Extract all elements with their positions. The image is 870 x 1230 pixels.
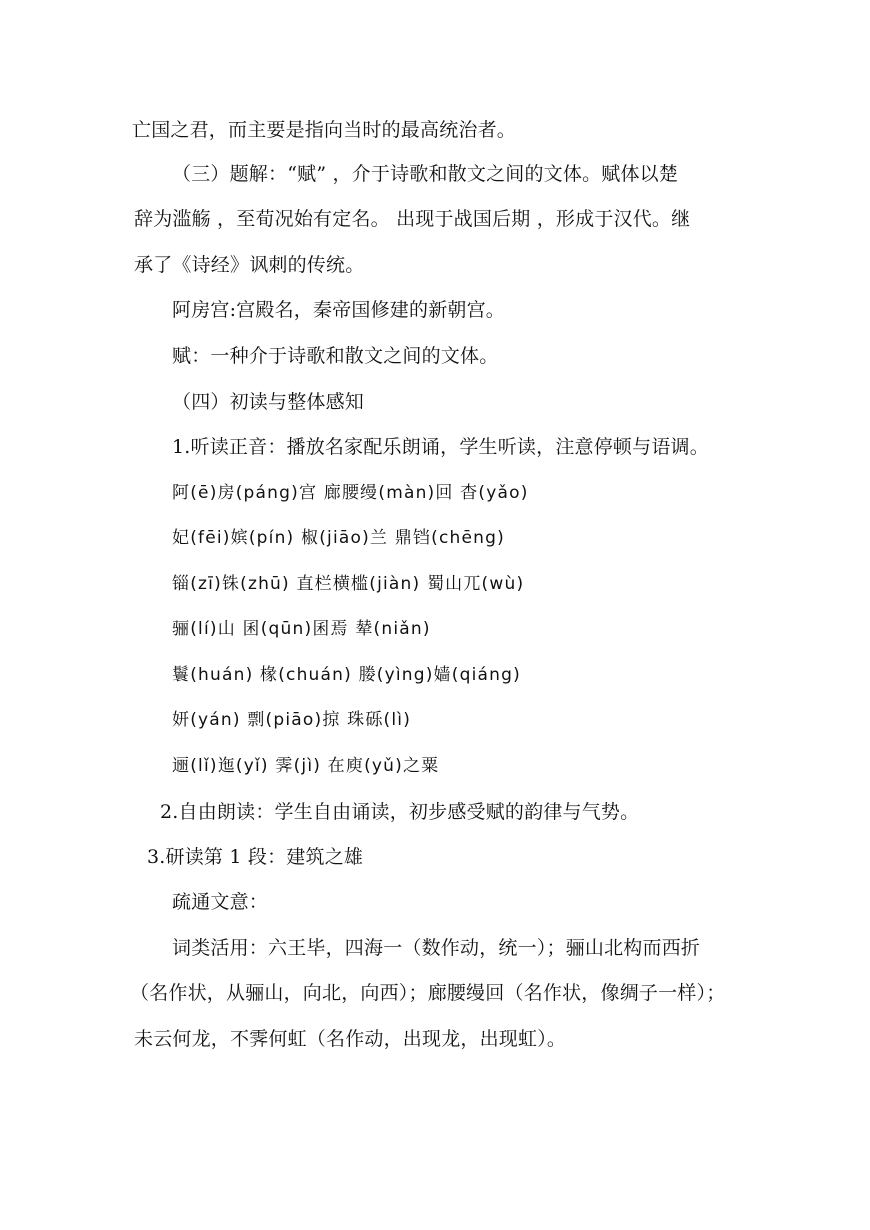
- section-3-line-1: （三）题解：“赋” ，介于诗歌和散文之间的文体。赋体以楚: [172, 163, 679, 185]
- pinyin-line: 锱(zī)铢(zhū) 直栏横槛(jiàn) 蜀山兀(wù): [172, 574, 525, 594]
- step-2: 2.自由朗读：学生自由诵读，初步感受赋的韵律与气势。: [160, 801, 640, 823]
- pinyin-line: 骊(lí)山 囷(qūn)囷焉 辇(niǎn): [172, 619, 431, 639]
- term-afanggong: 阿房宫:宫殿名，秦帝国修建的新朝宫。: [172, 299, 506, 321]
- pinyin-line: 妃(fēi)嫔(pín) 椒(jiāo)兰 鼎铛(chēng): [172, 528, 505, 548]
- term-fu: 赋：一种介于诗歌和散文之间的文体。: [172, 345, 499, 367]
- subheading-shutong-wenyi: 疏通文意：: [172, 891, 269, 913]
- section-3-line-2: 辞为滥觞 ，至荀况始有定名。 出现于战国后期 ，形成于汉代。继: [134, 208, 691, 230]
- section-3-line-3: 承了《诗经》讽刺的传统。: [134, 254, 365, 276]
- pinyin-line: 妍(yán) 剽(piāo)掠 珠砾(lì): [172, 710, 412, 730]
- word-usage-line-2: （名作状，从骊山，向北，向西）；廊腰缦回（名作状，像绸子一样）；: [130, 982, 726, 1004]
- word-usage-line-1: 词类活用：六王毕，四海一（数作动，统一）；骊山北构而西折: [172, 937, 701, 959]
- step-1: 1.听读正音：播放名家配乐朗诵，学生听读，注意停顿与语调。: [172, 436, 709, 458]
- section-4-heading: （四）初读与整体感知: [172, 391, 365, 413]
- step-3: 3.研读第 1 段：建筑之雄: [147, 846, 364, 868]
- pinyin-line: 阿(ē)房(páng)宫 廊腰缦(màn)回 杳(yǎo): [172, 483, 529, 503]
- pinyin-line: 逦(lǐ)迤(yǐ) 霁(jì) 在庾(yǔ)之粟: [172, 756, 440, 776]
- pinyin-line: 鬟(huán) 椽(chuán) 媵(yìng)嫱(qiáng): [172, 665, 521, 685]
- word-usage-line-3: 未云何龙，不霁何虹（名作动，出现龙，出现虹）。: [134, 1028, 567, 1050]
- paragraph-continuation: 亡国之君，而主要是指向当时的最高统治者。: [132, 119, 517, 141]
